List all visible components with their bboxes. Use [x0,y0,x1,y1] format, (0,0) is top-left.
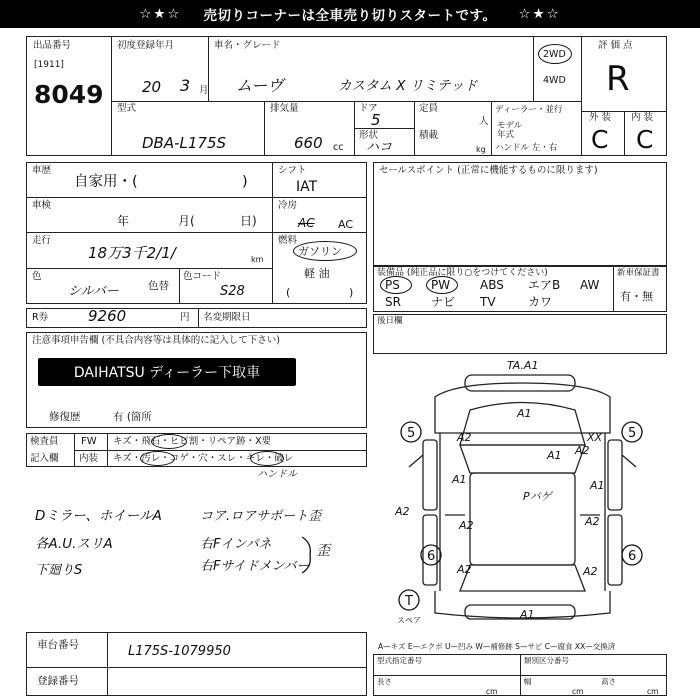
banner-stars-right: ☆★☆ [518,6,561,22]
repair-history-label: 修復歴 [49,411,81,423]
tire-front-left: 5 [407,426,416,441]
fuel-label: 燃料 [278,235,298,246]
load-unit: kg [476,145,486,154]
history-value-end: ) [242,174,248,190]
equipment-item-0-2: ABS [480,278,504,292]
height-label: 高さ [601,677,616,686]
inspector-row2-head: 内装 [79,453,99,464]
capacity-label: 定員 [419,103,439,114]
diagram-bottom-right: A2 [583,565,598,578]
car-grade: カスタム X リミテッド [338,78,478,94]
width-unit: cm [572,687,584,696]
doors-value: 5 [371,111,381,129]
dealer-parallel-label: ディーラー・並行 [495,105,563,115]
inspection-day: 日) [240,214,257,228]
doors-label: ドア [359,103,378,114]
ac-label: 冷房 [278,200,298,211]
model-type-value: DBA-L175S [142,134,227,152]
exterior-label: 外 装 [589,112,612,123]
plate-label: 登録番号 [37,675,79,687]
ac-value: AC [338,218,354,231]
fuel-value2: 軽 油 [304,267,330,280]
remark-7: 歪 [316,543,330,559]
body-shape-value: ハコ [366,140,393,155]
chassis-value: L175S-1079950 [128,644,231,659]
equipment-label: 装備品 (純正品に限り○をつけてください) [377,268,548,278]
remark-4: コア.ロアサポート歪 [200,509,322,524]
chassis-label: 車台番号 [37,639,79,651]
color-label: 色 [32,271,42,282]
mileage-unit: km [251,255,264,264]
equipment-item-0-1: PW [431,278,451,292]
color-change-label: 色替 [148,280,169,292]
height-unit: cm [647,687,659,696]
first-registration-label: 初度登録年月 [117,40,175,51]
sales-points-label: セールスポイント (正常に機能するものに限ります) [379,165,598,176]
model-year-label: モデル 年式 [497,121,523,141]
remark-1: Dミラー、ホイールA [35,508,162,524]
color-value: シルバー [68,284,119,299]
equipment-item-1-1: ナビ [431,295,456,309]
fuel-value: ガソリン [298,245,342,258]
tire-rear-left: 6 [427,549,436,564]
diagram-hood: A1 [547,449,562,462]
entry-field-label: 記入欄 [30,453,59,464]
remark-2: 各A.U.スリA [35,536,113,552]
remark-5: 右Fインパネ [200,537,272,552]
drive-2wd: 2WD [543,49,566,60]
mileage-label: 走行 [32,235,52,246]
lot-number-sub: [1911] [34,60,64,70]
banner-text: 売切りコーナーは全車売り切りスタートです。 [203,8,497,24]
diagram-bottom-left: A2 [457,563,472,576]
mileage-value: 18万3千2/1/ [88,244,176,262]
inspection-month: 月( [178,214,195,228]
inspector-row1: キズ・飛石・ヒビ割・リペア跡・X要 [113,436,272,447]
inspection-year: 年 [117,214,130,228]
recycle-label: 名変期限日 [203,312,251,323]
tire-front-right: 5 [628,426,637,441]
damage-legend: A—キズ E—エクボ U—凹み W—補修跡 S—サビ C—腐食 XX—交換済 [378,642,616,651]
diagram-roof: A1 [517,407,532,420]
equipment-item-0-0: PS [385,278,400,292]
exterior-value: C [591,125,609,154]
price-label: R券 [32,312,49,323]
diagram-xx: XX [587,431,603,444]
registration-month-unit: 月 [199,85,209,96]
diagram-center: Pバゲ [523,490,552,503]
lot-number: 8049 [34,80,104,109]
fuel-circle [293,241,357,261]
displacement-label: 排気量 [270,103,299,114]
color-code-label: 色コード [183,271,222,282]
car-diagram [395,355,650,630]
car-name-label: 車名・グレード [214,40,281,51]
top-banner [0,0,700,28]
after-date-label: 後日欄 [377,316,403,326]
ac-struck: AC [298,216,315,230]
body-shape-label: 形状 [359,130,379,141]
equipment-item-0-4: AW [580,278,600,292]
inspector-handwritten-handle: ハンドル [257,469,297,480]
car-name: ムーヴ [236,76,284,95]
remark-brace [300,535,318,575]
diagram-left-low: A2 [459,519,474,532]
spare-tire-value: T [405,594,413,609]
diagram-right-mid: A1 [590,479,605,492]
new-car-warranty-label: 新車保証書 [617,268,660,278]
spare-tire-label: スペア [397,616,421,625]
inspector-circle-2 [140,451,175,466]
category-number-label: 類別区分番号 [524,656,569,665]
fuel-paren-left: ( [286,286,291,299]
remark-6: 右Fサイドメンバー [200,559,310,574]
inspector-circle-1 [151,434,187,449]
equipment-item-1-2: TV [480,295,496,309]
inspector-row2: キズ・汚レ・コゲ・穴・スレ・キレ・破レ [113,453,294,464]
dealer-trade-in-badge: DAIHATSU ディーラー下取車 [38,358,296,386]
diagram-top: TA.A1 [507,359,539,372]
repair-history-value: 有 (箇所 [113,411,152,423]
diagram-left-mid: A1 [452,473,467,486]
interior-value: C [636,125,654,154]
fuel-paren-right: ) [349,286,354,299]
price-unit: 円 [180,312,190,323]
lot-number-label: 出品番号 [33,40,72,51]
history-label: 車歴 [32,165,52,176]
diagram-right-upper: A2 [575,444,590,457]
price-value: 9260 [88,307,127,325]
grade-label: 評 価 点 [598,40,633,51]
drive-2wd-circle [538,44,572,64]
history-value: 自家用・( [74,174,138,190]
diagram-left-upper: A2 [457,431,472,444]
equipment-item-1-3: カワ [528,295,553,309]
equipment-circle-0-1 [426,276,458,294]
remark-3: 下廻りS [35,563,83,578]
shift-value: IAT [296,179,318,195]
length-label: 長さ [377,677,392,686]
notes-label: 注意事項申告欄 (不具合内容等は具体的に記入して下さい) [32,335,280,346]
price-block [26,308,367,328]
equipment-circle-0-0 [380,276,412,294]
load-label: 積載 [419,130,439,141]
inspection-label: 車検 [32,200,52,211]
registration-year: 20 [142,78,162,96]
banner-stars-left: ☆★☆ [139,6,182,22]
displacement-value: 660 [294,134,323,152]
width-label: 幅 [524,677,532,686]
tire-rear-right: 6 [628,549,637,564]
displacement-unit: cc [333,142,344,153]
sales-points-block [373,162,667,266]
shift-label: シフト [278,165,307,176]
diagram-bottom: A1 [520,608,535,621]
length-unit: cm [486,687,498,696]
inspector-label: 検査員 [30,436,59,447]
after-date-block [373,314,667,354]
diagram-side-left: A2 [395,505,410,518]
handle-label: ハンドル 左・右 [495,143,558,153]
equipment-item-0-3: エアB [528,278,561,292]
registration-month: 3 [180,76,191,95]
diagram-right-low: A2 [585,515,600,528]
model-type-label: 型式 [117,103,137,114]
interior-label: 内 装 [631,112,654,123]
inspector-circle-3 [250,451,284,466]
new-car-warranty-value: 有・無 [620,290,653,303]
color-code-value: S28 [220,284,245,299]
inspector-row1-head: FW [81,436,97,447]
equipment-item-1-0: SR [385,295,401,309]
capacity-unit: 人 [479,116,489,127]
spec-number-label: 型式指定番号 [377,656,422,665]
grade-value: R [606,59,630,99]
drive-4wd: 4WD [543,75,566,86]
